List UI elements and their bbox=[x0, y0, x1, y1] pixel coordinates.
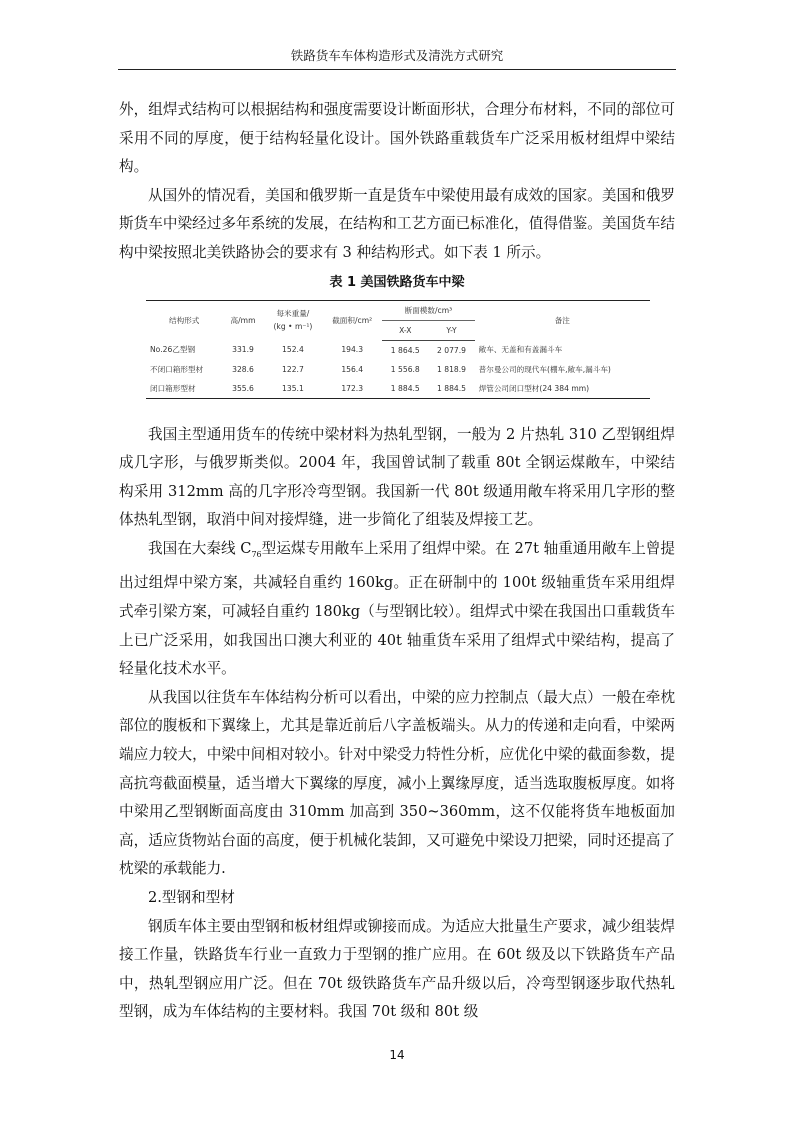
table-row bbox=[146, 360, 650, 379]
column-header-modulus: 断面模数/cm³ bbox=[382, 300, 474, 320]
paragraph-text: 我国在大秦线 C bbox=[148, 539, 252, 557]
column-header-remarks: 备注 bbox=[475, 300, 650, 340]
cell-yy: 2 077.9 bbox=[437, 345, 467, 355]
table-row bbox=[146, 379, 650, 399]
column-header-weight bbox=[264, 300, 323, 340]
running-header: 铁路货车车体构造形式及清洗方式研究 bbox=[290, 48, 504, 63]
cell-height: 331.9 bbox=[232, 345, 254, 355]
paragraph bbox=[119, 535, 675, 684]
model-subscript: 76 bbox=[251, 549, 262, 559]
page-number: 14 bbox=[389, 1048, 405, 1062]
paragraph-text: 型运煤专用敞车上采用了组焊中梁。在 27t 轴重通用敞车上曾提出过组焊中梁方案，共减轻自重约 160kg。正在研制中的 100t 级轴重货车采用组焊式牵引梁方案，可减轻自重约 180kg（与型钢比较）。组焊式中梁在我国出口重载货车上已广泛采用，如我国出口澳大利亚的 40t 轴重货车采用了组焊式中梁结构，提高了轻量化技术水平。 bbox=[119, 539, 676, 678]
data-table bbox=[146, 300, 650, 399]
table-row bbox=[146, 340, 650, 360]
cell-structure: No.26乙型钢 bbox=[150, 345, 196, 355]
cell-weight: 122.7 bbox=[282, 364, 304, 374]
cell-weight: 135.1 bbox=[264, 379, 323, 399]
cell-area: 194.3 bbox=[341, 345, 364, 355]
cell-remarks: 敞车、无盖和有盖漏斗车 bbox=[478, 345, 563, 355]
column-header-yy: Y-Y bbox=[428, 320, 474, 340]
paragraph: 我国主型通用货车的传统中梁材料为热轧型钢，一般为 2 片热轧 310 乙型钢组焊成几字形，与俄罗斯类似。2004 年，我国曾试制了载重 80t 全钢运煤敞车，中梁结构采用 312mm 高的几字形冷弯型钢。我国新一代 80t 级通用敞车将采用几字形的整体热轧型钢，取消中间对接焊缝，进一步简化了组装及焊接工艺。 bbox=[119, 425, 675, 529]
cell-remarks: 普尔曼公司的现代车(棚车,敞车,漏斗车) bbox=[478, 364, 611, 374]
cell-height: 355.6 bbox=[222, 379, 263, 399]
column-header-height: 高/mm bbox=[222, 300, 263, 340]
page-body bbox=[119, 96, 675, 1027]
cell-structure: 闭口箱形型材 bbox=[146, 379, 222, 399]
cell-xx: 1 884.5 bbox=[382, 379, 428, 399]
cell-height: 328.6 bbox=[232, 364, 254, 374]
section-heading: 2.型钢和型材 bbox=[148, 888, 235, 906]
cell-weight: 152.4 bbox=[282, 345, 304, 355]
header-weight-line1: 每米重量/ bbox=[276, 309, 310, 319]
column-header-area: 截面积/cm² bbox=[322, 300, 382, 340]
column-header-structure: 结构形式 bbox=[146, 300, 222, 340]
cell-yy: 1 818.9 bbox=[437, 364, 467, 374]
cell-xx: 1 556.8 bbox=[390, 364, 420, 374]
cell-yy: 1 884.5 bbox=[428, 379, 474, 399]
cell-xx: 1 864.5 bbox=[390, 345, 420, 355]
paragraph: 钢质车体主要由型钢和板材组焊或铆接而成。为适应大批量生产要求，减少组装焊接工作量，铁路货车行业一直致力于型钢的推广应用。在 60t 级及以下铁路货车产品中，热轧型钢应用广泛。但在 70t 级铁路货车产品升级以后，冷弯型钢逐步取代热轧型钢，成为车体结构的主要材料。我国 70t 级和 80t 级 bbox=[119, 917, 675, 1021]
cell-area: 156.4 bbox=[341, 364, 364, 374]
cell-remarks: 焊管公司闭口型材(24 384 mm) bbox=[475, 379, 650, 399]
header-weight-line2: (kg • m⁻¹) bbox=[273, 322, 313, 332]
paragraph: 从国外的情况看，美国和俄罗斯一直是货车中梁使用最有成效的国家。美国和俄罗斯货车中梁经过多年系统的发展，在结构和工艺方面已标准化，值得借鉴。美国货车结构中梁按照北美铁路协会的要求有 3 种结构形式。如下表 1 所示。 bbox=[119, 186, 675, 261]
paragraph: 从我国以往货车车体结构分析可以看出，中梁的应力控制点（最大点）一般在牵枕部位的腹板和下翼缘上，尤其是靠近前后八字盖板端头。从力的传递和走向看，中梁两端应力较大，中梁中间相对较小。针对中梁受力特性分析，应优化中梁的截面参数，提高抗弯截面模量，适当增大下翼缘的厚度，减小上翼缘厚度，适当选取腹板厚度。如将中梁用乙型钢断面高度由 310mm 加高到 350~360mm，这不仅能将货车地板面加高，适应货物站台面的高度，便于机械化装卸，又可避免中梁设刀把梁，同时还提高了枕梁的承载能力. bbox=[119, 688, 675, 878]
cell-structure: 不闭口箱形型材 bbox=[150, 364, 204, 374]
cell-area: 172.3 bbox=[322, 379, 382, 399]
table-caption: 表 1 美国铁路货车中梁 bbox=[329, 274, 465, 290]
header-rule bbox=[118, 69, 676, 70]
paragraph: 外，组焊式结构可以根据结构和强度需要设计断面形状，合理分布材料，不同的部位可采用不同的厚度，便于结构轻量化设计。国外铁路重载货车广泛采用板材组焊中梁结构。 bbox=[119, 101, 675, 176]
column-header-xx: X-X bbox=[382, 320, 428, 340]
